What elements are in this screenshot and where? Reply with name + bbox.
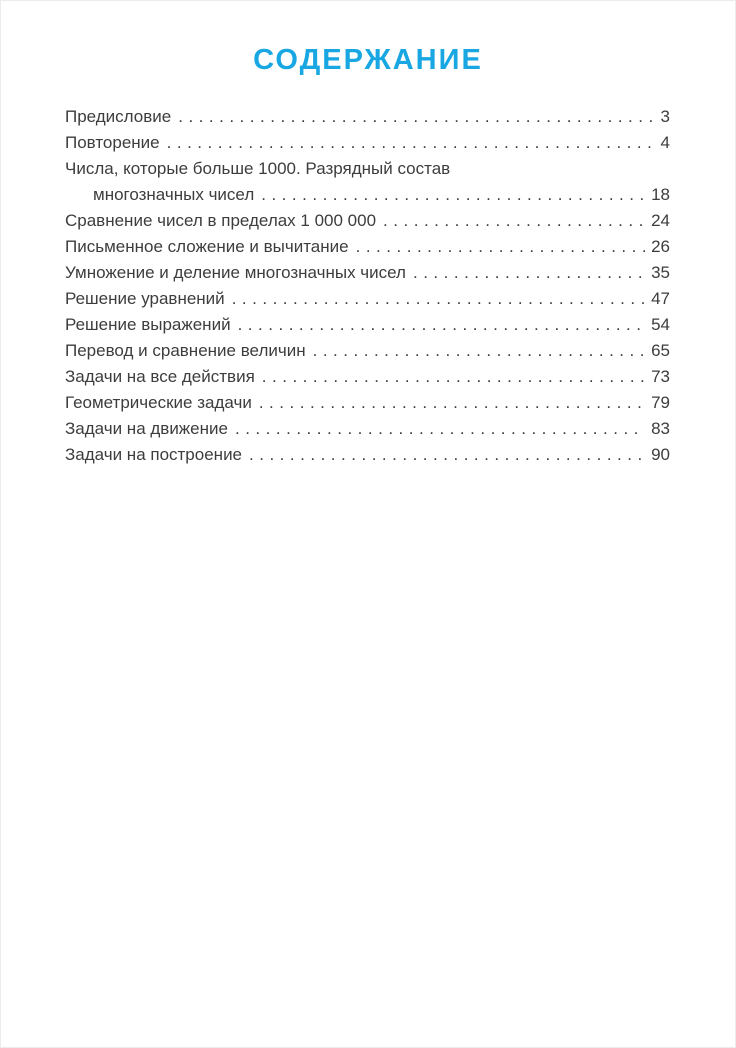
- toc-entry-line: [65, 208, 670, 234]
- toc-leader-dots: [178, 104, 654, 130]
- toc-entry-label: Задачи на построение: [65, 445, 243, 464]
- toc-entry-line: [65, 286, 670, 312]
- toc-entry-line: [65, 104, 670, 130]
- toc-leader-dots: [262, 364, 645, 390]
- toc-leader-dots: [261, 182, 645, 208]
- toc-entry-line: [65, 390, 670, 416]
- toc-entry-line: [65, 416, 670, 442]
- toc-entry-label: Задачи на все действия: [65, 367, 255, 386]
- page-title: СОДЕРЖАНИЕ: [253, 44, 483, 76]
- toc-page-number: 24: [651, 211, 670, 230]
- toc-entry-line: [65, 260, 670, 286]
- toc-leader-dots: [313, 338, 645, 364]
- toc-entry-line: [65, 156, 670, 182]
- toc-entry-label: Перевод и сравнение величин: [65, 341, 306, 360]
- toc-page-number: 90: [651, 445, 670, 464]
- toc-leader-dots: [249, 442, 645, 468]
- toc-page-number: 54: [651, 315, 670, 334]
- toc-entry-line: [65, 130, 670, 156]
- toc-leader-dots: [413, 260, 645, 286]
- toc-entry-line: [65, 234, 670, 260]
- toc-entry-line: [65, 338, 670, 364]
- toc-page-number: 47: [651, 289, 670, 308]
- toc-leader-dots: [235, 416, 645, 442]
- toc-entry-line: [65, 182, 670, 208]
- toc-entry-label: Числа, которые больше 1000. Разрядный состав: [65, 159, 451, 178]
- toc-leader-dots: [356, 234, 645, 260]
- toc-entry-line: [65, 312, 670, 338]
- toc-page-number: 18: [651, 185, 670, 204]
- toc-leader-dots: [259, 390, 645, 416]
- toc-page-number: 73: [651, 367, 670, 386]
- toc-page-number: 35: [651, 263, 670, 282]
- toc-entry-label: Умножение и деление многозначных чисел: [65, 263, 406, 282]
- toc-entry-label: Повторение: [65, 133, 160, 152]
- toc-entry-label: Письменное сложение и вычитание: [65, 237, 349, 256]
- toc-list: [65, 104, 670, 468]
- toc-leader-dots: [383, 208, 645, 234]
- toc-page-number: 4: [660, 133, 670, 152]
- toc-leader-dots: [238, 312, 646, 338]
- toc-entry-line: [65, 364, 670, 390]
- toc-page-number: 65: [651, 341, 670, 360]
- toc-entry-line: [65, 442, 670, 468]
- toc-entry-label: многозначных чисел: [93, 185, 255, 204]
- toc-page-number: 83: [651, 419, 670, 438]
- toc-page-number: 3: [660, 107, 670, 126]
- toc-page-number: 79: [651, 393, 670, 412]
- toc-leader-dots: [167, 130, 655, 156]
- toc-entry-label: Геометрические задачи: [65, 393, 252, 412]
- toc-page-number: 26: [651, 237, 670, 256]
- contents-page: [0, 0, 736, 468]
- toc-entry-label: Решение уравнений: [65, 289, 225, 308]
- toc-leader-dots: [232, 286, 645, 312]
- toc-entry-label: Задачи на движение: [65, 419, 228, 438]
- toc-entry-label: Сравнение чисел в пределах 1 000 000: [65, 211, 377, 230]
- toc-entry-label: Решение выражений: [65, 315, 231, 334]
- toc-entry-label: Предисловие: [65, 107, 172, 126]
